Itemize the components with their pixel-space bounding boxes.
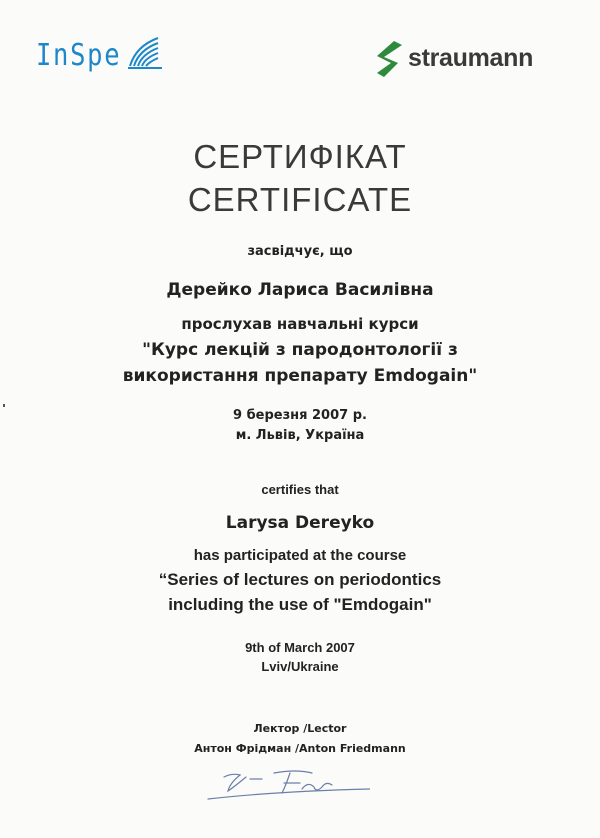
straumann-logo [374, 40, 564, 80]
inspe-logo [36, 36, 166, 76]
ua-place: м. Львів, Україна [235, 428, 365, 443]
en-place: Lviv/Ukraine [261, 659, 339, 674]
en-certifies-text: certifies that [261, 482, 339, 497]
ua-attended-text: прослухав навчальні курси [181, 315, 419, 333]
ua-date: 9 березня 2007 р. [233, 408, 367, 423]
inspe-fan-icon [128, 36, 162, 70]
title-english: CERTIFICATE [187, 181, 413, 218]
ua-course-line-1: "Курс лекцій з пародонтології з [142, 340, 458, 360]
lector-signature [200, 763, 370, 805]
en-attended-text: has participated at the course [193, 547, 407, 564]
lector-name: Антон Фрідман /Anton Friedmann [194, 742, 406, 755]
title-ukrainian: СЕРТИФІКАТ [193, 138, 407, 175]
en-course-line-2: including the use of "Emdogain" [168, 595, 432, 614]
scan-mark [3, 404, 5, 407]
straumann-s-icon [374, 40, 406, 78]
ua-course-line-2: використання препарату Emdogain" [122, 366, 478, 386]
inspe-logo-text: InSpe [36, 38, 122, 73]
ua-recipient-name: Дерейко Лариса Василівна [166, 280, 434, 300]
en-course-line-1: “Series of lectures on periodontics [158, 570, 442, 589]
lector-label: Лектор /Lector [253, 722, 347, 735]
en-recipient-name: Larysa Dereyko [225, 513, 375, 533]
ua-certifies-text: засвідчує, що [247, 244, 353, 259]
straumann-logo-text: straumann [408, 44, 534, 72]
en-date: 9th of March 2007 [245, 640, 355, 655]
